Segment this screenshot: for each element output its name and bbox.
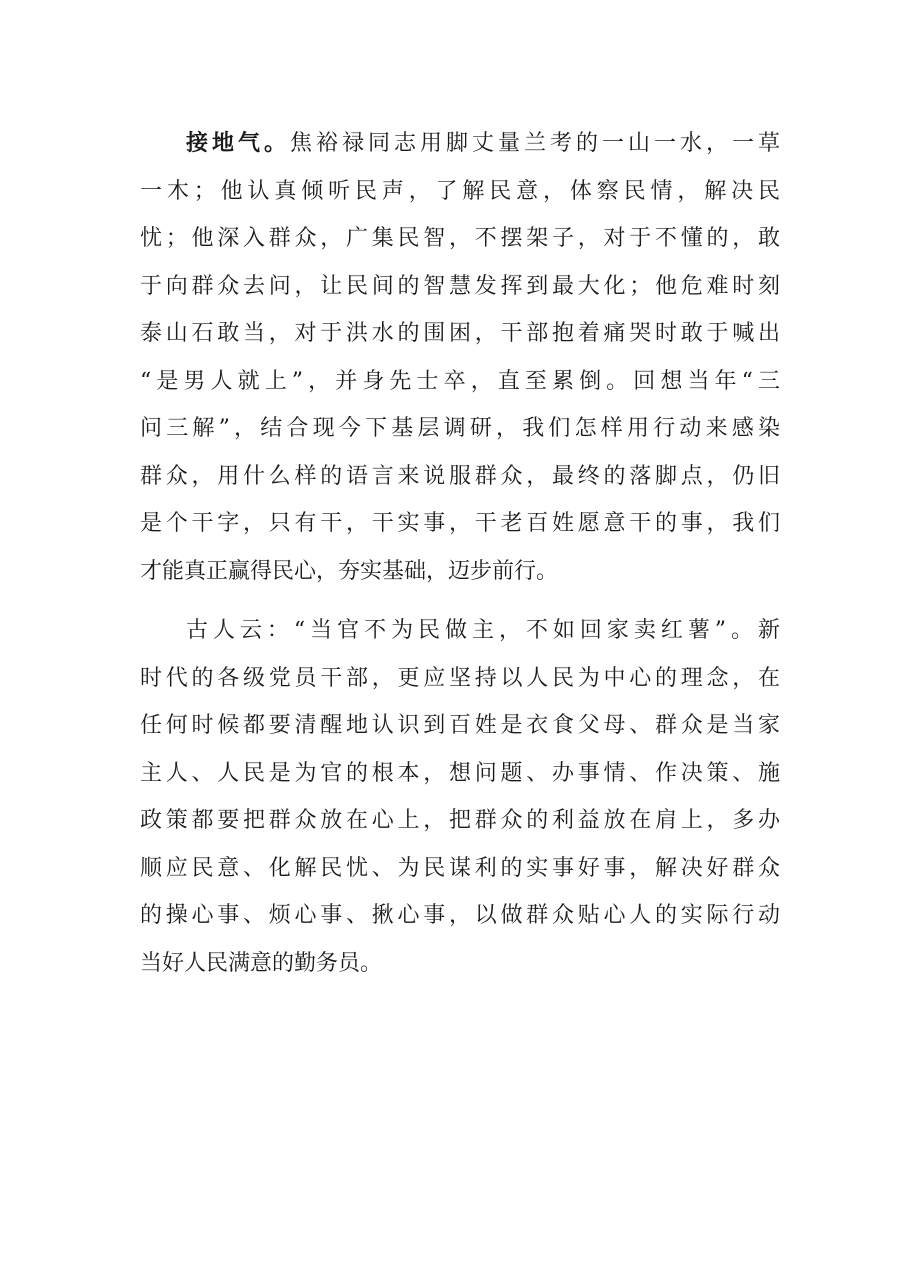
document-body (140, 120, 780, 987)
paragraph-line: 问三解”，结合现今下基层调研，我们怎样用行动来感染 (140, 416, 780, 441)
paragraph-2 (140, 607, 780, 987)
paragraph-line: 忧；他深入群众，广集民智，不摆架子，对于不懂的，敢 (140, 226, 780, 251)
paragraph-line: 的操心事、烦心事、揪心事，以做群众贴心人的实际行动 (140, 903, 780, 928)
paragraph-line-text: 焦裕禄同志用脚丈量兰考的一山一水，一草 (290, 131, 780, 156)
paragraph-line: 泰山石敢当，对于洪水的围困，干部抱着痛哭时敢于喊出 (140, 321, 780, 346)
paragraph-line: 群众，用什么样的语言来说服群众，最终的落脚点，仍旧 (140, 463, 780, 489)
paragraph-spacer (140, 595, 780, 607)
paragraph-1 (140, 120, 780, 595)
paragraph-line: 一木；他认真倾听民声，了解民意，体察民情，解决民 (140, 178, 780, 204)
paragraph-line: 当好人民满意的勤务员。 (140, 950, 383, 976)
paragraph-heading: 接地气。 (186, 130, 290, 156)
paragraph-line: 是个干字，只有干，干实事，干老百姓愿意干的事，我们 (140, 511, 780, 536)
paragraph-line: 政策都要把群众放在心上，把群众的利益放在肩上，多办 (140, 808, 780, 833)
paragraph-line: “是男人就上”，并身先士卒，直至累倒。回想当年“三 (140, 368, 780, 394)
paragraph-line: 才能真正赢得民心，夯实基础，迈步前行。 (140, 558, 559, 584)
paragraph-line: 任何时候都要清醒地认识到百姓是衣食父母、群众是当家 (140, 713, 780, 738)
paragraph-line: 古人云：“当官不为民做主，不如回家卖红薯”。新 (186, 618, 780, 643)
paragraph-line (140, 120, 780, 168)
paragraph-line: 时代的各级党员干部，更应坚持以人民为中心的理念，在 (140, 665, 780, 691)
paragraph-line: 于向群众去问，让民间的智慧发挥到最大化；他危难时刻 (140, 273, 780, 299)
paragraph-line: 主人、人民是为官的根本，想问题、办事情、作决策、施 (140, 760, 780, 786)
paragraph-line: 顺应民意、化解民忧、为民谋利的实事好事，解决好群众 (140, 855, 780, 881)
